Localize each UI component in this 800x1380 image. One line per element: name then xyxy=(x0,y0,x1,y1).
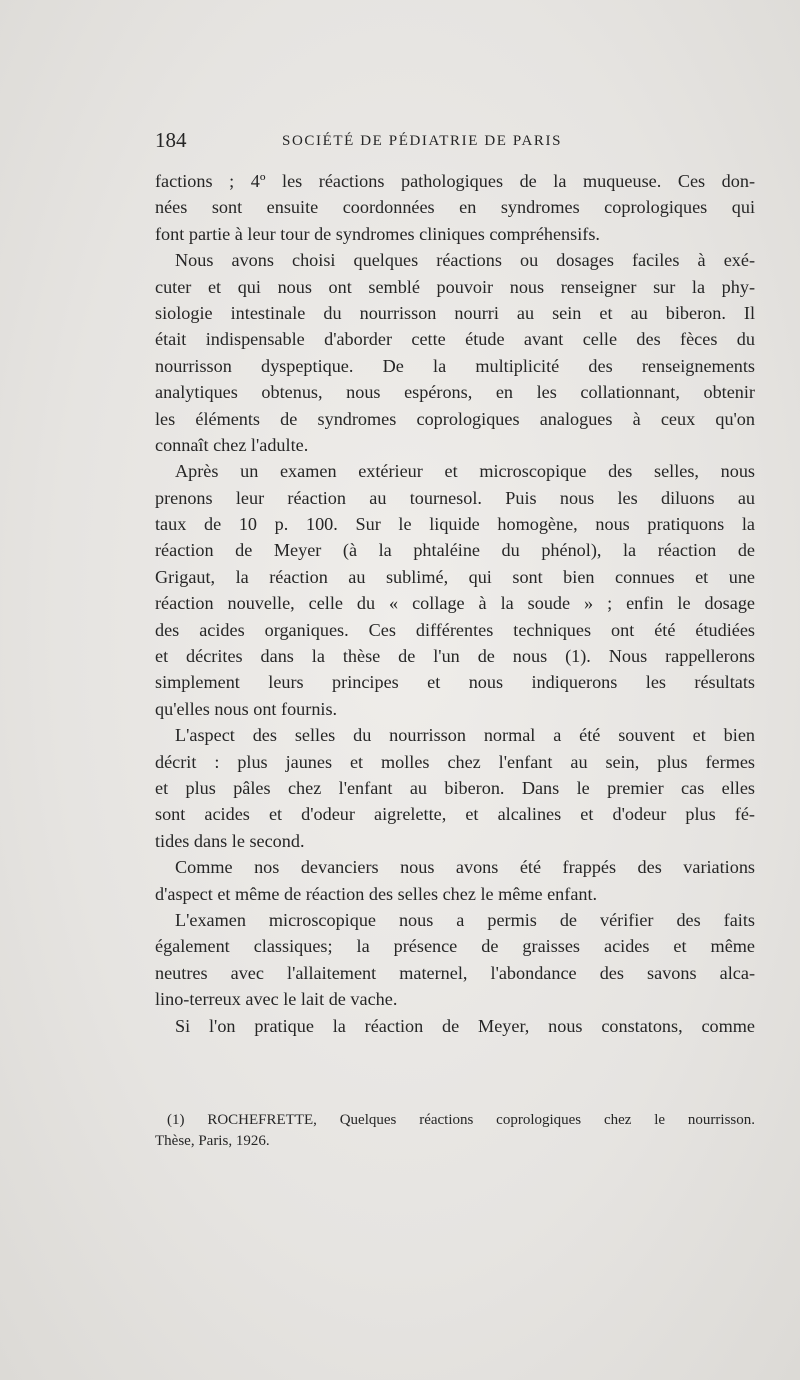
text-line: qu'elles nous ont fournis. xyxy=(155,698,338,719)
text-line: était indispensable d'aborder cette étude avant celle des fèces du xyxy=(155,329,755,350)
text-line: tides dans le second. xyxy=(155,830,305,851)
text-line: Comme nos devanciers nous avons été frappés des variations xyxy=(175,857,755,878)
text-line: cuter et qui nous ont semblé pouvoir nous renseigner sur la phy- xyxy=(155,276,755,297)
text-line: L'examen microscopique nous a permis de vérifier des faits xyxy=(175,909,755,930)
text-line: réaction de Meyer (à la phtaléine du phénol), la réaction de xyxy=(155,540,755,561)
text-line: lino-terreux avec le lait de vache. xyxy=(155,989,398,1010)
running-head: SOCIÉTÉ DE PÉDIATRIE DE PARIS xyxy=(282,133,563,149)
text-line: des acides organiques. Ces différentes techniques ont été étudiées xyxy=(155,619,755,640)
footnote-line: Thèse, Paris, 1926. xyxy=(155,1133,270,1149)
body-text xyxy=(155,168,755,1039)
text-line: nourrisson dyspeptique. De la multiplicité des renseignements xyxy=(155,355,755,376)
text-line: décrit : plus jaunes et molles chez l'enfant au sein, plus fermes xyxy=(155,751,755,772)
page-header xyxy=(155,128,755,158)
text-line: d'aspect et même de réaction des selles chez le même enfant. xyxy=(155,883,598,904)
text-line: et décrites dans la thèse de l'un de nous (1). Nous rappellerons xyxy=(155,646,755,667)
text-line: Grigaut, la réaction au sublimé, qui sont bien connues et une xyxy=(155,566,755,587)
text-line: réaction nouvelle, celle du « collage à la soude » ; enfin le dosage xyxy=(155,593,755,614)
page-number: 184 xyxy=(155,128,187,152)
text-line: Nous avons choisi quelques réactions ou dosages faciles à exé- xyxy=(175,250,755,271)
text-line: sont acides et d'odeur aigrelette, et alcalines et d'odeur plus fé- xyxy=(155,804,755,825)
text-line: connaît chez l'adulte. xyxy=(155,434,309,455)
text-line: prenons leur réaction au tournesol. Puis nous les diluons au xyxy=(155,487,755,508)
text-line: taux de 10 p. 100. Sur le liquide homogène, nous pratiquons la xyxy=(155,514,755,535)
text-line: également classiques; la présence de graisses acides et même xyxy=(155,936,755,957)
text-line: L'aspect des selles du nourrisson normal a été souvent et bien xyxy=(175,725,755,746)
text-line: factions ; 4º les réactions pathologiques de la muqueuse. Ces don- xyxy=(155,171,755,191)
footnote xyxy=(155,1110,755,1152)
text-line: analytiques obtenus, nous espérons, en les collationnant, obtenir xyxy=(155,382,755,403)
text-line: et plus pâles chez l'enfant au biberon. Dans le premier cas elles xyxy=(155,777,755,798)
text-line: Si l'on pratique la réaction de Meyer, nous constatons, comme xyxy=(175,1015,755,1036)
text-line: neutres avec l'allaitement maternel, l'abondance des savons alca- xyxy=(155,962,755,983)
text-line: simplement leurs principes et nous indiquerons les résultats xyxy=(155,672,755,693)
text-line: nées sont ensuite coordonnées en syndromes coprologiques qui xyxy=(155,197,755,218)
text-line: siologie intestinale du nourrisson nourri au sein et au biberon. Il xyxy=(155,302,755,323)
text-line: Après un examen extérieur et microscopique des selles, nous xyxy=(175,461,755,482)
text-line: font partie à leur tour de syndromes cliniques compréhensifs. xyxy=(155,223,600,244)
footnote-line: (1) ROCHEFRETTE, Quelques réactions coprologiques chez le nourrisson. xyxy=(167,1112,755,1128)
text-line: les éléments de syndromes coprologiques analogues à ceux qu'on xyxy=(155,408,755,429)
